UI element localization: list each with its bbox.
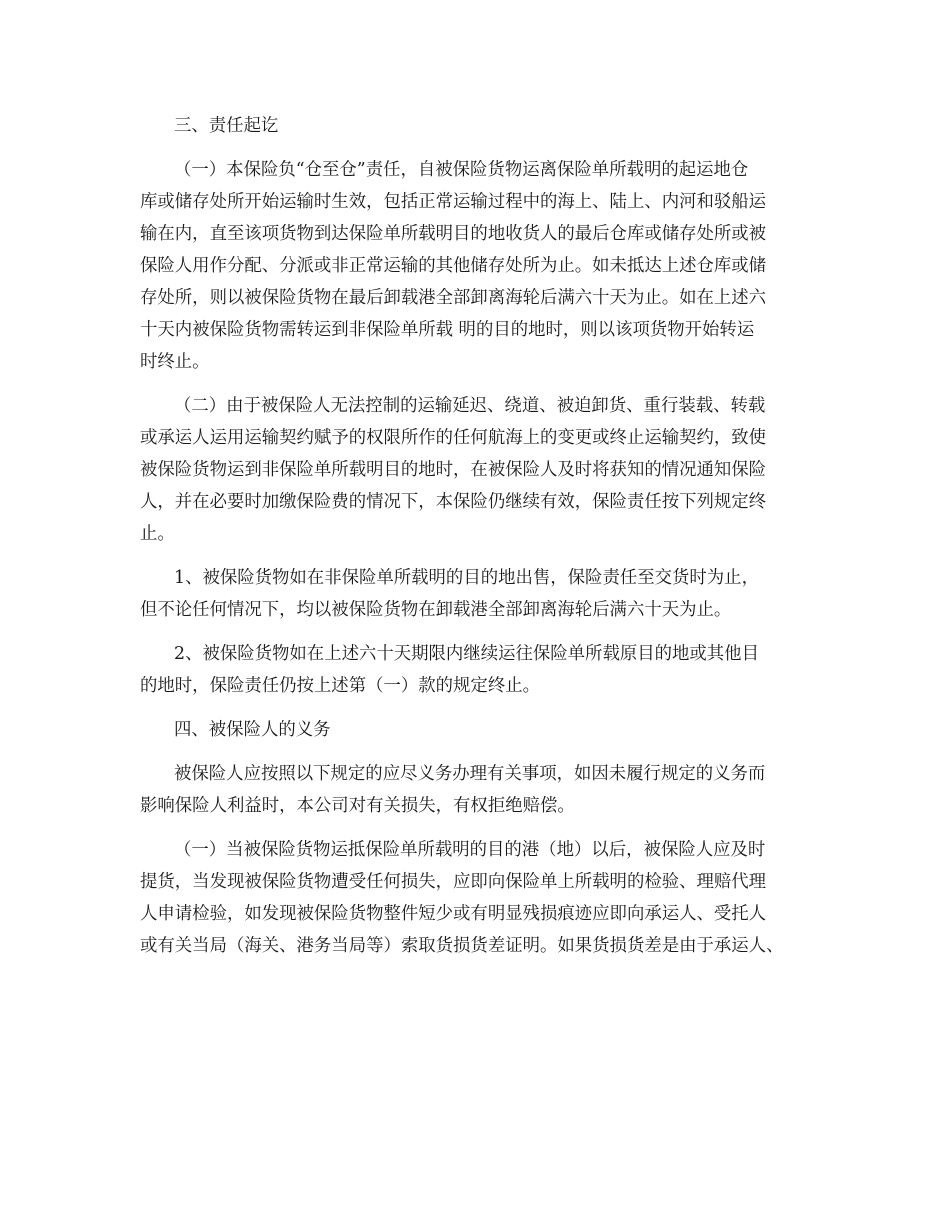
section-heading-3	[140, 110, 820, 142]
paragraph-line: 存处所，则以被保险货物在最后卸载港全部卸离海轮后满六十天为止。如在上述六	[140, 288, 767, 308]
paragraph-line: （二）由于被保险人无法控制的运输延迟、绕道、被迫卸货、重行装载、转载	[174, 396, 766, 416]
paragraph-line: 的地时，保险责任仍按上述第（一）款的规定终止。	[140, 676, 540, 696]
paragraph-line: 十天内被保险货物需转运到非保险单所载 明的目的地时，则以该项货物开始转运	[140, 320, 755, 340]
document-body	[140, 110, 820, 962]
heading-text: 四、被保险人的义务	[174, 720, 331, 740]
paragraph-line: 人申请检验，如发现被保险货物整件短少或有明显残损痕迹应即向承运人、受托人	[140, 904, 767, 924]
paragraph-line: 被保险人应按照以下规定的应尽义务办理有关事项，如因未履行规定的义务而	[174, 764, 766, 784]
paragraph-line: 2、被保险货物如在上述六十天期限内继续运往保险单所载原目的地或其他目	[174, 644, 759, 664]
heading-text: 三、责任起讫	[174, 116, 279, 136]
paragraph-4-0	[140, 758, 820, 822]
paragraph-line: 人，并在必要时加缴保险费的情况下，本保险仍继续有效，保险责任按下列规定终	[140, 492, 767, 512]
paragraph-line: 库或储存处所开始运输时生效，包括正常运输过程中的海上、陆上、内河和驳船运	[140, 192, 767, 212]
paragraph-line: 被保险货物运到非保险单所载明目的地时，在被保险人及时将获知的情况通知保险	[140, 460, 767, 480]
paragraph-line: 止。	[140, 524, 175, 544]
paragraph-3-2-2	[140, 638, 820, 702]
paragraph-3-2-1	[140, 562, 820, 626]
paragraph-line: 时终止。	[140, 352, 210, 372]
paragraph-3-1	[140, 154, 820, 378]
paragraph-line: 输在内，直至该项货物到达保险单所载明目的地收货人的最后仓库或储存处所或被	[140, 224, 767, 244]
section-heading-4	[140, 714, 820, 746]
paragraph-4-1	[140, 834, 820, 962]
paragraph-line: 提货，当发现被保险货物遭受任何损失，应即向保险单上所载明的检验、理赔代理	[140, 872, 767, 892]
paragraph-line: 1、被保险货物如在非保险单所载明的目的地出售，保险责任至交货时为止，	[174, 568, 759, 588]
paragraph-line: 或承运人运用运输契约赋予的权限所作的任何航海上的变更或终止运输契约，致使	[140, 428, 767, 448]
paragraph-line: （一）本保险负“仓至仓”责任，自被保险货物运离保险单所载明的起运地仓	[174, 160, 749, 180]
paragraph-line: 保险人用作分配、分派或非正常运输的其他储存处所为止。如未抵达上述仓库或储	[140, 256, 767, 276]
paragraph-line: （一）当被保险货物运抵保险单所载明的目的港（地）以后，被保险人应及时	[174, 840, 766, 860]
paragraph-line: 影响保险人利益时，本公司对有关损失，有权拒绝赔偿。	[140, 796, 575, 816]
paragraph-line: 或有关当局（海关、港务当局等）索取货损货差证明。如果货损货差是由于承运人、	[140, 936, 784, 956]
paragraph-3-2	[140, 390, 820, 550]
paragraph-line: 但不论任何情况下，均以被保险货物在卸载港全部卸离海轮后满六十天为止。	[140, 600, 732, 620]
